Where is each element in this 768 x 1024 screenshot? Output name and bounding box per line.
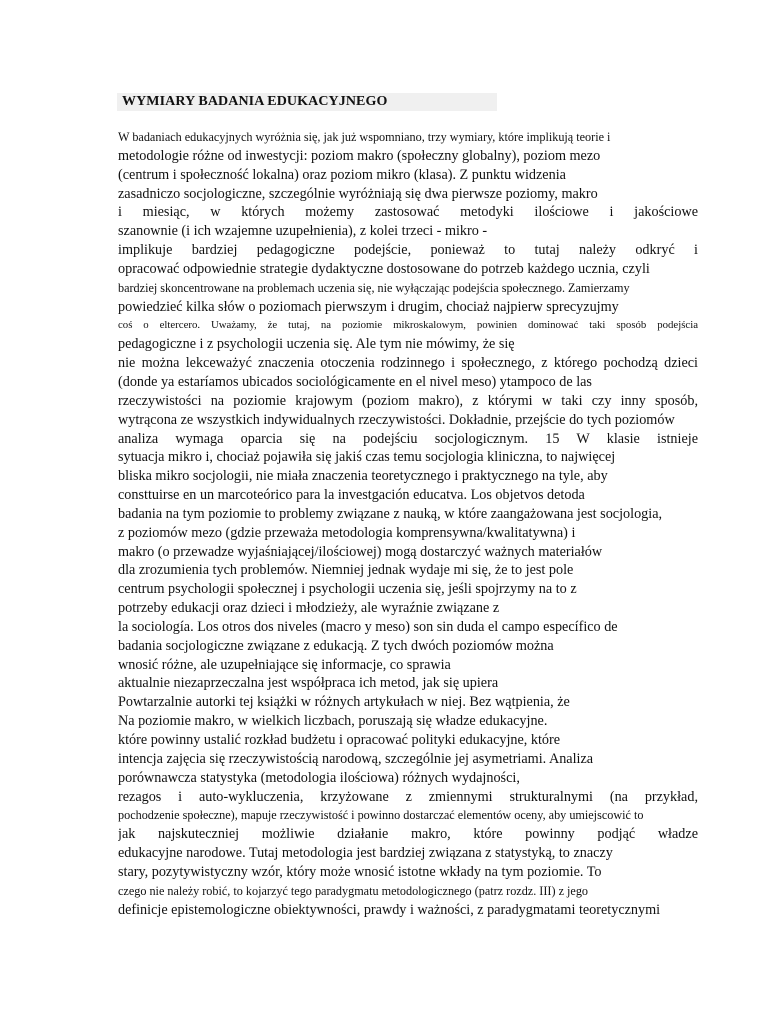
text-line: pedagogiczne i z psychologii uczenia się. Ale tym nie mówimy, że się: [118, 336, 515, 353]
text-line: aktualnie niezaprzeczalna jest współpraca ich metod, jak się upiera: [118, 675, 499, 692]
text-line: makro (o przewadze wyjaśniającej/ilościowej) mogą dostarczyć ważnych materiałów: [118, 543, 603, 560]
text-line: wytrącona ze wszystkich indywidualnych rzeczywistości. Dokładnie, przejście do tych poziomów: [118, 411, 675, 428]
text-line: (centrum i społeczność lokalna) oraz poziom mikro (klasa). Z punktu widzenia: [118, 166, 566, 183]
text-line: analiza wymaga oparcia się na podejściu socjologicznym. 15 W klasie istnieje: [118, 430, 698, 447]
text-line: jak najskuteczniej możliwie działanie makro, które powinny podjąć władze: [118, 826, 698, 843]
text-line: centrum psychologii społecznej i psychologii uczenia się, jeśli spojrzymy na to z: [118, 581, 577, 598]
text-line: Na poziomie makro, w wielkich liczbach, poruszają się władze edukacyjne.: [118, 713, 548, 730]
text-line: la sociología. Los otros dos niveles (macro y meso) son sin duda el campo específico de: [118, 618, 618, 635]
text-line: metodologie różne od inwestycji: poziom makro (społeczny globalny), poziom mezo: [118, 147, 601, 164]
text-line: porównawcza statystyka (metodologia ilościowa) różnych wydajności,: [118, 769, 520, 786]
text-line: intencja zajęcia się rzeczywistością narodową, szczególnie jej asymetriami. Analiza: [118, 750, 594, 767]
text-line: Powtarzalnie autorki tej książki w różnych artykułach w niej. Bez wątpienia, że: [118, 694, 570, 711]
text-line: (donde ya estaríamos ubicados sociológicamente en el nivel meso) ytampoco de las: [118, 373, 592, 390]
text-line: edukacyjne narodowe. Tutaj metodologia jest bardziej związana z statystyką, to znaczy: [118, 845, 613, 862]
text-line: nie można lekceważyć znaczenia otoczenia rodzinnego i społecznego, z którego pochodzą dzieci: [118, 355, 698, 372]
text-line: sytuacja mikro i, chociaż pojawiła się jakiś czas temu socjologia kliniczna, to najwięcej: [118, 449, 616, 466]
text-line: szanownie (i ich wzajemne uzupełnienia), z kolei trzeci - mikro -: [118, 223, 488, 240]
text-line: W badaniach edukacyjnych wyróżnia się, jak już wspomniano, trzy wymiary, które implikują teorie i: [118, 130, 611, 144]
text-line: potrzeby edukacji oraz dzieci i młodzieży, ale wyraźnie związane z: [118, 600, 500, 617]
text-line: consttuirse en un marcoteórico para la investgación educatva. Los objetvos detoda: [118, 487, 585, 504]
text-line: badania na tym poziomie to problemy związane z nauką, w które zaangażowana jest socjologia,: [118, 505, 663, 522]
text-line: pochodzenie społeczne), mapuje rzeczywistość i powinno dostarczać elementów oceny, aby umiejscowić to: [118, 808, 644, 823]
text-line: czego nie należy robić, to kojarzyć tego paradygmatu metodologicznego (patrz rozdz. III) z jego: [118, 883, 589, 898]
body-text: [118, 128, 698, 919]
text-line: opracować odpowiednie strategie dydaktyczne dostosowane do potrzeb każdego ucznia, czyli: [118, 260, 650, 277]
text-line: dla zrozumienia tych problemów. Niemniej jednak wydaje mi się, że to jest pole: [118, 562, 574, 579]
text-line: i miesiąc, w których możemy zastosować metodyki ilościowe i jakościowe: [118, 204, 698, 221]
text-line: z poziomów mezo (gdzie przeważa metodologia komprensywna/kwalitatywna) i: [118, 524, 576, 541]
text-line: definicje epistemologiczne obiektywności, prawdy i ważności, z paradygmatami teoretycznymi: [118, 901, 661, 918]
text-line: rezagos i auto-wykluczenia, krzyżowane z zmiennymi strukturalnymi (na przykład,: [118, 788, 698, 805]
text-line: bardziej skoncentrowane na problemach uczenia się, nie wyłączając podejścia społecznego. Zamierzamy: [118, 280, 630, 295]
text-line: bliska mikro socjologii, nie miała znaczenia teoretycznego i praktycznego na tyle, aby: [118, 468, 608, 485]
text-line: implikuje bardziej pedagogiczne podejście, ponieważ to tutaj należy odkryć i: [118, 242, 698, 259]
text-line: badania socjologiczne związane z edukacją. Z tych dwóch poziomów można: [118, 637, 554, 654]
text-line: zasadniczo socjologiczne, szczególnie wyróżniają się dwa pierwsze poziomy, makro: [118, 185, 598, 202]
text-line: które powinny ustalić rozkład budżetu i opracować polityki edukacyjne, które: [118, 732, 561, 748]
text-line: rzeczywistości na poziomie krajowym (poziom makro), z którymi w taki czy inny sposób,: [118, 392, 698, 409]
text-line: stary, pozytywistyczny wzór, który może wnosić istotne wkłady na tym poziomie. To: [118, 863, 602, 880]
text-line: wnosić różne, ale uzupełniające się informacje, co sprawia: [118, 656, 451, 673]
text-line: coś o eltercero. Uważamy, że tutaj, na poziomie mikroskalowym, powinien dominować taki sposób podejścia: [118, 319, 698, 332]
document-title: WYMIARY BADANIA EDUKACYJNEGO: [122, 94, 388, 109]
text-line: powiedzieć kilka słów o poziomach pierwszym i drugim, chociaż najpierw sprecyzujmy: [118, 298, 619, 315]
